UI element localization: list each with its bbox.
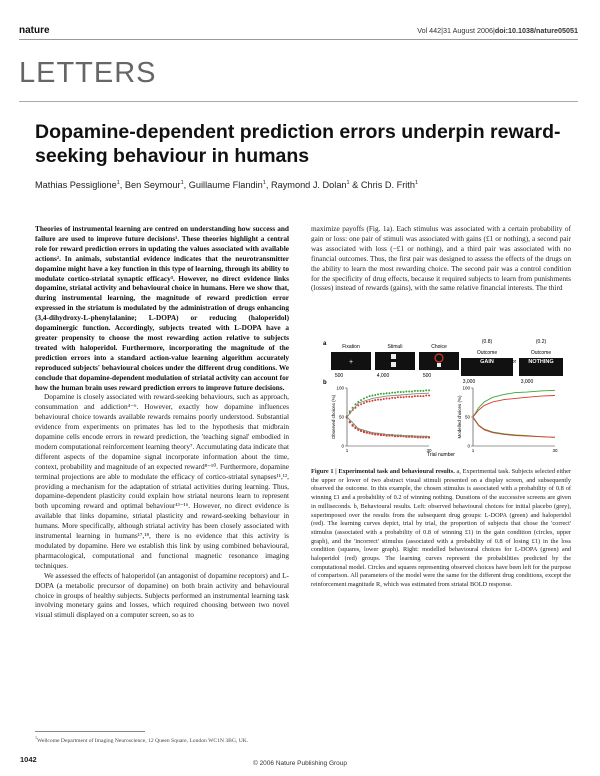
data-point	[417, 390, 419, 392]
stimulus-glyph	[391, 354, 396, 359]
data-point	[408, 390, 410, 392]
body-paragraph: maximize payoffs (Fig. 1a). Each stimulus was associated with a certain probability of gain or loss: one pair of stimuli was associated with gains (£1 or nothing), a second pair was associated with loss (−£1 or nothing), and a third pair was associated with no financial outcomes. Thus, the first pair was designed to assess the effects of the drugs on the ability to learn the most rewarding choice. The second pair was a control condition for the specificity of drug effects, because it required subjects to learn from punishments (losses) instead of rewards (gains), with the same relative financial interests. The third	[311, 224, 571, 293]
data-point	[394, 397, 396, 399]
author-name: Ben Seymour	[124, 180, 181, 191]
data-point	[405, 396, 407, 398]
nothing-outcome: NOTHING	[528, 359, 554, 365]
page-number: 1042	[20, 755, 37, 764]
series-line	[473, 417, 555, 437]
issue-date: 31 August 2006	[443, 26, 494, 35]
duration-label: 4,000	[376, 373, 390, 379]
author-affiliation: 1	[262, 180, 266, 186]
data-point	[366, 396, 368, 398]
footnote-rule	[35, 731, 145, 732]
text-column-left	[35, 224, 289, 620]
journal-name: nature	[19, 25, 50, 36]
stage-label: Choice	[431, 344, 447, 350]
figure-1	[311, 336, 571, 458]
stimulus-glyph	[437, 363, 441, 367]
data-point	[366, 432, 368, 434]
figure-caption	[311, 468, 571, 590]
data-point	[380, 399, 382, 401]
gain-outcome: GAIN	[480, 359, 494, 365]
stage-label: Outcome	[530, 350, 552, 356]
data-point	[380, 434, 382, 436]
data-point	[383, 398, 385, 400]
section-rule	[19, 101, 578, 102]
fixation-cross: +	[348, 359, 354, 366]
data-point	[408, 396, 410, 398]
text-column-right	[311, 224, 571, 293]
panel-a-task	[331, 339, 563, 385]
body-paragraph: Dopamine is closely associated with reward-seeking behaviours, such as approach, consummation and addiction⁴⁻⁶. However, exactly how dopamine influences behavioural choice towards available rewards remains poorly understood. Substantial evidence from experiments on primates has led to the hypothesis that midbrain dopamine cells encode errors in reward prediction, the 'teaching signal' embodied in modern computational reinforcement learning theory⁷. Accumulating data indicate that different aspects of the dopamine signal incorporate information about the time, context, probability and magnitude of an expected reward⁸⁻¹⁰. Furthermore, dopamine terminal projections are able to modulate the efficacy of cortico-striatal synapses¹¹,¹², providing a mechanism for the adaptation of striatal activities during learning. Thus, dopamine-dependent plasticity could explain how striatal neurons learn to represent both upcoming reward and optimal behaviour¹³⁻¹⁶. However, no direct evidence is available that links dopamine, striatal plasticity and reward-seeking behaviour in humans. More specifically, although striatal activity has been closely associated with instrumental learning in humans¹⁷,¹⁸, there is no evidence that this activity is modulated by dopamine. Here we establish this link by using combined behavioural, pharmacological, computational and functional magnetic resonance imaging techniques.	[35, 392, 289, 570]
volume-separator: |	[441, 26, 444, 35]
duration-label: 3,000	[520, 379, 534, 385]
caption-title: Figure 1 | Experimental task and behavioural results.	[311, 468, 455, 475]
data-point	[414, 390, 416, 392]
data-point	[391, 397, 393, 399]
caption-text: a, Experimental task. Subjects selected either the upper or lower of two abstract visual stimuli presented on a display screen, and subsequently observed the outcome. In this example, the chosen stimulus is associated with a probability of 0.8 of winning £1 and a probability of 0.2 of winning nothing. Durations of the successive screens are given in milliseconds. b, Behavioural results. Left: observed behavioural choices for initial placebo (grey), superimposed over the results from the subsequent drug groups: L-DOPA (green) and haloperidol (red). The learning curves depict, trial by trial, the proportion of subjects that chose the 'correct' stimulus (associated with a probability of 0.8 of winning £1) in the gain condition (circles, upper graph), and the 'incorrect' stimulus (associated with a probability of 0.8 of losing £1) in the loss condition (squares, lower graph). Right: modelled behavioural choices for L-DOPA (green) and haloperidol (red) groups. The learning curves represent the probabilities predicted by the computational model. Circles and squares representing observed choices have been left for the purpose of comparison. All parameters of the model were the same for the different drug conditions, except the reinforcement magnitude R, which was estimated from striatal BOLD response.	[311, 468, 572, 589]
author-name: Chris D. Frith	[360, 180, 415, 191]
doi-separator: |	[493, 26, 495, 35]
data-point	[366, 401, 368, 403]
x-tick-label: 1	[471, 448, 475, 453]
data-point	[377, 393, 379, 395]
data-point	[388, 397, 390, 399]
author-name: Raymond J. Dolan	[270, 180, 347, 191]
data-point	[357, 404, 359, 406]
author-affiliation: 1	[414, 180, 419, 186]
y-tick-label: 50	[338, 414, 344, 420]
series-line	[473, 390, 555, 417]
stage-label: Fixation	[342, 344, 360, 350]
data-point	[397, 391, 399, 393]
copyright: © 2006 Nature Publishing Group	[252, 760, 348, 767]
data-point	[420, 390, 422, 392]
section-heading: LETTERS	[19, 57, 157, 89]
y-tick-label: 0	[467, 443, 470, 449]
y-tick-label: 50	[464, 414, 470, 420]
data-point	[400, 391, 402, 393]
series-line	[473, 396, 555, 418]
footnote-marker: 1	[35, 735, 37, 740]
data-point	[363, 397, 365, 399]
series-line	[347, 417, 429, 437]
data-point	[371, 400, 373, 402]
duration-label: 3,000	[462, 379, 476, 385]
task-screen	[419, 352, 459, 370]
data-point	[374, 399, 376, 401]
data-point	[371, 395, 373, 397]
volume-info	[417, 26, 578, 35]
data-point	[386, 392, 388, 394]
data-point	[360, 399, 362, 401]
duration-label: 500	[334, 373, 344, 379]
data-point	[391, 392, 393, 394]
duration-label: 500	[422, 373, 432, 379]
data-point	[369, 395, 371, 397]
or-label: or	[511, 359, 517, 365]
data-point	[386, 397, 388, 399]
footnote-text: Wellcome Department of Imaging Neuroscience, 12 Queen Square, London WC1N 3BG, UK.	[37, 737, 249, 744]
author-affiliation: 1	[116, 180, 120, 186]
y-tick-label: 100	[336, 385, 344, 391]
data-point	[354, 403, 356, 405]
y-axis-label: Observed choices (%)	[331, 394, 336, 440]
data-point	[360, 403, 362, 405]
author-separator: ,	[183, 180, 189, 191]
data-point	[428, 389, 430, 391]
author-name: Mathias Pessiglione	[35, 180, 117, 191]
probability-label: (0.8)	[481, 339, 493, 345]
author-separator: &	[349, 180, 361, 191]
stage-label: Outcome	[476, 350, 498, 356]
data-point	[349, 421, 351, 423]
data-point	[422, 395, 424, 397]
data-point	[354, 427, 356, 429]
x-tick-label: 1	[345, 448, 349, 453]
author-affiliation: 1	[180, 180, 184, 186]
data-point	[411, 390, 413, 392]
author-affiliation: 1	[346, 180, 350, 186]
series-line	[347, 393, 429, 417]
doi[interactable]: doi:10.1038/nature05051	[494, 26, 578, 35]
data-point	[425, 389, 427, 391]
data-point	[425, 395, 427, 397]
data-point	[417, 395, 419, 397]
x-tick-label: 30	[552, 448, 558, 453]
y-tick-label: 0	[341, 443, 344, 449]
data-point	[428, 395, 430, 397]
abstract: Theories of instrumental learning are centred on understanding how success and failure are used to improve future decisions¹. These theories highlight a central role for reward prediction errors in updating the values associated with available actions². In animals, substantial evidence indicates that the neurotransmitter dopamine might have a key function in this type of learning, through its ability to modulate cortico-striatal synaptic efficacy³. However, no direct evidence links dopamine, striatal activity and behavioural choice in humans. Here we show that, during instrumental learning, the magnitude of reward prediction error expressed in the striatum is modulated by the administration of drugs enhancing (3,4-dihydroxy-L-phenylalanine; L-DOPA) or reducing (haloperidol) dopaminergic function. Accordingly, subjects treated with L-DOPA have a greater propensity to choose the most rewarding action relative to subjects treated with haloperidol. Furthermore, incorporating the magnitude of the prediction errors into a standard action-value learning algorithm accurately reproduced subjects' behavioural choices under the different drug conditions. We conclude that dopamine-dependent modulation of striatal activity can account for how the human brain uses reward prediction errors to improve future decisions.	[35, 224, 289, 392]
data-point	[411, 396, 413, 398]
data-point	[380, 393, 382, 395]
author-separator: ,	[119, 180, 125, 191]
observed-choices-plot	[331, 386, 432, 453]
author-separator: ,	[265, 180, 271, 191]
data-point	[422, 390, 424, 392]
data-point	[397, 396, 399, 398]
data-point	[349, 410, 351, 412]
data-point	[403, 391, 405, 393]
data-point	[363, 402, 365, 404]
panel-b-label: b	[323, 380, 327, 386]
body-paragraph: We assessed the effects of haloperidol (an antagonist of dopamine receptors) and L-DOPA (a metabolic precursor of dopamine) on both brain activity and behavioural choice in groups of healthy subjects. Subjects performed an instrumental learning task involving monetary gains and losses, which required choosing between two novel visual stimuli displayed on a computer screen, so as to	[35, 570, 289, 620]
author-list	[35, 180, 418, 190]
data-point	[400, 396, 402, 398]
stage-label: Stimuli	[387, 344, 403, 350]
affiliation-footnote	[35, 735, 248, 744]
data-point	[377, 399, 379, 401]
data-point	[352, 407, 354, 409]
data-point	[369, 400, 371, 402]
data-point	[394, 392, 396, 394]
y-axis-label: Modelled choices (%)	[457, 395, 462, 439]
modelled-choices-plot	[457, 386, 558, 453]
data-point	[388, 392, 390, 394]
author-name: Guillaume Flandin	[188, 180, 263, 191]
series-line	[473, 418, 555, 438]
data-point	[420, 395, 422, 397]
data-point	[374, 433, 376, 435]
data-point	[403, 396, 405, 398]
y-tick-label: 100	[462, 385, 470, 391]
data-point	[383, 393, 385, 395]
article-title: Dopamine-dependent prediction errors underpin reward-seeking behaviour in humans	[35, 121, 561, 167]
data-point	[363, 431, 365, 433]
x-tick-label: 30	[426, 448, 432, 453]
data-point	[360, 430, 362, 432]
data-point	[352, 425, 354, 427]
data-point	[414, 395, 416, 397]
volume: Vol 442	[417, 26, 442, 35]
header-rule	[19, 39, 578, 40]
trial-number-label: Trial number	[427, 452, 455, 458]
data-point	[405, 390, 407, 392]
panel-a-label: a	[323, 341, 327, 347]
data-point	[374, 394, 376, 396]
stimulus-glyph	[391, 362, 396, 367]
probability-label: (0.2)	[535, 339, 547, 345]
